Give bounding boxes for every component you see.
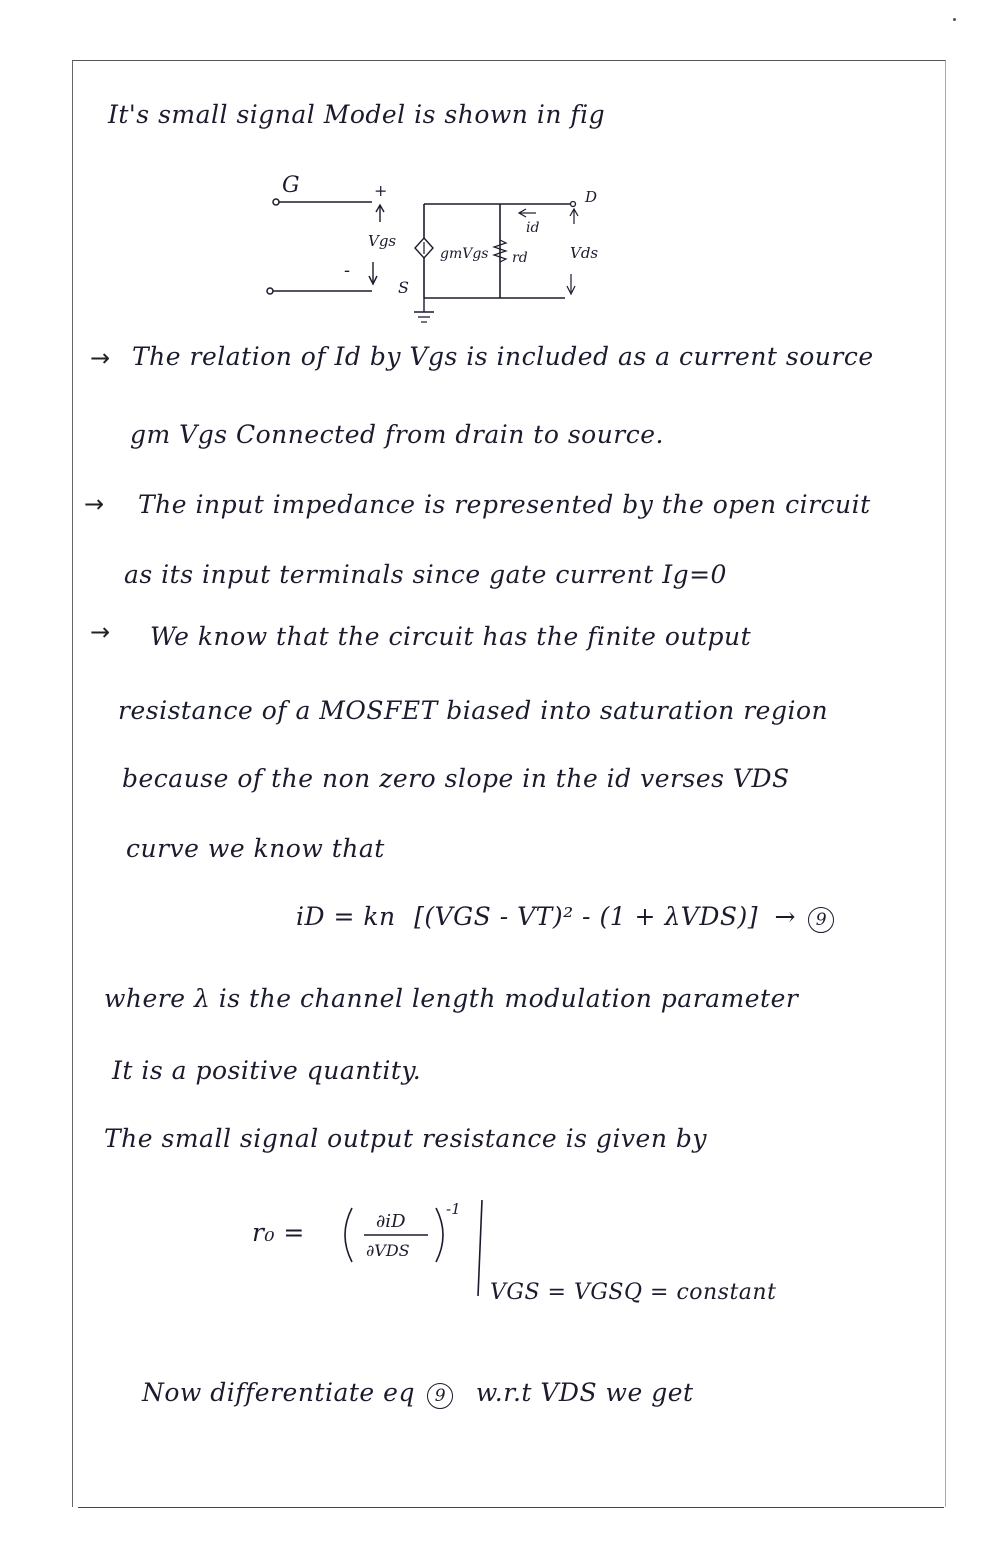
text-line-terminals: as its input terminals since gate current Ig=0 <box>124 560 727 589</box>
equation-id-arrow: → <box>774 902 796 931</box>
fraction-exponent: -1 <box>446 1200 461 1218</box>
equation-ro-lhs: r₀ = <box>252 1218 305 1247</box>
id-label: id <box>526 220 540 236</box>
fraction-denominator: ∂VDS <box>366 1241 410 1260</box>
equation-number-circle: 9 <box>808 907 834 933</box>
text-line-where: where λ is the channel length modulation parameter <box>104 984 799 1013</box>
equation-ro-condition: VGS = VGSQ = constant <box>490 1280 777 1305</box>
text-line-output-resistance: The small signal output resistance is given by <box>104 1124 708 1153</box>
text-line-curve: curve we know that <box>126 834 385 863</box>
vds-label: Vds <box>570 244 599 262</box>
arrow-bullet-2: → <box>84 490 105 518</box>
text-line-intro: It's small signal Model is shown in fig <box>108 100 606 129</box>
equation-id-body: [(VGS - VT)² - (1 + λVDS)] <box>414 902 759 931</box>
arrow-bullet-3: → <box>90 618 111 646</box>
equation-id-lhs: iD = kn <box>296 902 396 931</box>
text-differentiate: Now differentiate eq <box>142 1378 415 1407</box>
text-wrt: w.r.t VDS we get <box>475 1378 694 1407</box>
minus-sign: - <box>344 260 351 281</box>
text-line-impedance: The input impedance is represented by the open circuit <box>138 490 871 519</box>
text-line-positive: It is a positive quantity. <box>112 1056 422 1085</box>
text-line-know: We know that the circuit has the finite output <box>150 622 752 651</box>
plus-sign: + <box>374 181 388 200</box>
text-line-gmvgs: gm Vgs Connected from drain to source. <box>130 420 664 449</box>
text-line-relation: The relation of Id by Vgs is included as a current source <box>132 342 874 371</box>
text-line-resistance: resistance of a MOSFET biased into saturation region <box>118 696 829 725</box>
bottom-rule <box>78 1507 944 1508</box>
source-label: S <box>398 278 409 297</box>
text-line-slope: because of the non zero slope in the id verses VDS <box>122 764 790 793</box>
text-line-differentiate <box>142 1378 694 1409</box>
arrow-bullet-1: → <box>90 344 111 372</box>
equation-ref-circle: 9 <box>427 1383 453 1409</box>
fraction-numerator: ∂iD <box>376 1211 406 1232</box>
gate-label: G <box>282 173 300 198</box>
small-signal-circuit <box>0 0 984 330</box>
vgs-label: Vgs <box>368 232 397 250</box>
rd-label: rd <box>512 250 528 266</box>
gmvgs-label: gmVgs <box>440 246 489 262</box>
drain-label: D <box>585 188 598 206</box>
equation-id <box>296 902 834 933</box>
